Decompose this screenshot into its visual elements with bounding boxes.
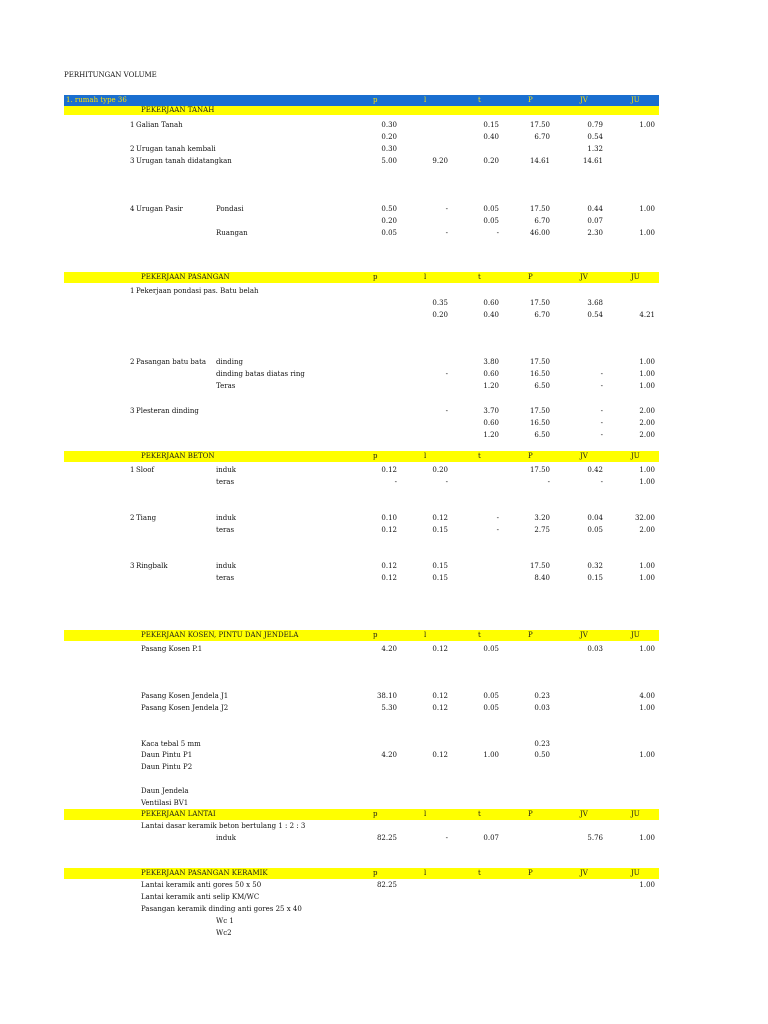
cell-jv: - [600, 431, 603, 439]
item-name: Daun Jendela [141, 787, 189, 795]
item-number: 2 [130, 358, 135, 366]
cell-t: 0.05 [483, 704, 499, 712]
section-title: PEKERJAAN BETON [141, 452, 215, 460]
cell-p: 17.50 [529, 299, 550, 307]
cell-jv: 14.61 [582, 157, 603, 165]
cell-ju: 1.00 [639, 382, 655, 390]
cell-t: 0.05 [483, 217, 499, 225]
cell-ju: 1.00 [639, 466, 655, 474]
cell-jv: 0.05 [587, 526, 603, 534]
cell-p: 2.75 [534, 526, 550, 534]
cell-l: 0.12 [432, 751, 448, 759]
cell-t: 0.60 [483, 370, 499, 378]
item-subname: induk [216, 834, 236, 842]
item-name: Urugan Pasir [136, 205, 183, 213]
cell-jv: 2.30 [587, 229, 603, 237]
cell-l: - [445, 407, 448, 415]
cell-t: - [496, 526, 499, 534]
cell-p: 0.50 [534, 751, 550, 759]
cell-ju: 1.00 [639, 574, 655, 582]
cell-p: 3.20 [534, 514, 550, 522]
column-header-p: P [528, 810, 533, 818]
cell-t: 0.15 [483, 121, 499, 129]
column-header-p: p [373, 96, 378, 104]
column-header-p: p [373, 452, 378, 460]
cell-ju: 2.00 [639, 407, 655, 415]
item-name: Lantai keramik anti gores 50 x 50 [141, 881, 262, 889]
cell-t: - [496, 514, 499, 522]
item-name: Tiang [136, 514, 157, 522]
item-name: Ringbalk [136, 562, 168, 570]
item-name: Daun Pintu P2 [141, 763, 193, 771]
cell-p: - [547, 478, 550, 486]
section-header-band-tanah [64, 95, 659, 106]
cell-ju: 1.00 [639, 645, 655, 653]
cell-p: 0.12 [381, 466, 397, 474]
item-name: Ventilasi BV1 [141, 799, 189, 807]
cell-l: - [445, 834, 448, 842]
cell-l: - [445, 229, 448, 237]
cell-p: 6.70 [534, 311, 550, 319]
item-number: 3 [130, 407, 135, 415]
cell-p: 5.30 [381, 704, 397, 712]
item-name: Kaca tebal 5 mm [141, 740, 201, 748]
section-prefix: 1. rumah type 36 [66, 96, 127, 104]
cell-ju: 1.00 [639, 121, 655, 129]
cell-l: 0.15 [432, 526, 448, 534]
item-name: Urugan tanah kembali [136, 145, 216, 153]
cell-p: 14.61 [529, 157, 550, 165]
cell-t: 0.07 [483, 834, 499, 842]
item-name: Galian Tanah [136, 121, 183, 129]
item-name: Lantai keramik anti selip KM/WC [141, 893, 260, 901]
cell-p: 4.20 [381, 645, 397, 653]
cell-jv: 5.76 [587, 834, 603, 842]
item-name: Pasang Kosen P.1 [141, 645, 203, 653]
cell-l: 0.12 [432, 514, 448, 522]
cell-jv: - [600, 419, 603, 427]
item-number: 2 [130, 145, 135, 153]
item-subname: Wc 1 [216, 917, 234, 925]
column-header-p: P [528, 452, 533, 460]
cell-t: 0.60 [483, 299, 499, 307]
cell-jv: - [600, 370, 603, 378]
column-header-ju: JU [631, 631, 640, 639]
cell-p: 16.50 [529, 370, 550, 378]
column-header-jv: JV [580, 273, 588, 281]
cell-t: 1.20 [483, 382, 499, 390]
cell-p: 0.23 [534, 692, 550, 700]
cell-jv: 0.07 [587, 217, 603, 225]
cell-l: - [445, 478, 448, 486]
cell-p: 0.12 [381, 562, 397, 570]
item-number: 4 [130, 205, 135, 213]
item-subname: Wc2 [216, 929, 232, 937]
cell-p: 0.20 [381, 133, 397, 141]
cell-jv: 0.54 [587, 133, 603, 141]
cell-t: 0.20 [483, 157, 499, 165]
cell-t: 0.05 [483, 692, 499, 700]
item-subname: teras [216, 478, 235, 486]
cell-p: 5.00 [381, 157, 397, 165]
cell-l: 9.20 [432, 157, 448, 165]
column-header-t: t [478, 631, 481, 639]
column-header-l: l [424, 869, 427, 877]
cell-p: 4.20 [381, 751, 397, 759]
item-subname: dinding batas diatas ring [216, 370, 305, 378]
item-number: 3 [130, 157, 135, 165]
cell-l: 0.35 [432, 299, 448, 307]
cell-ju: 1.00 [639, 370, 655, 378]
column-header-l: l [424, 273, 427, 281]
column-header-l: l [424, 810, 427, 818]
cell-t: 3.80 [483, 358, 499, 366]
cell-l: 0.12 [432, 692, 448, 700]
item-name: Daun Pintu P1 [141, 751, 193, 759]
cell-p: 6.70 [534, 133, 550, 141]
cell-p: 0.12 [381, 574, 397, 582]
cell-p: 0.23 [534, 740, 550, 748]
section-title: PEKERJAAN KOSEN, PINTU DAN JENDELA [141, 631, 299, 639]
item-subname: induk [216, 466, 236, 474]
cell-ju: 32.00 [634, 514, 655, 522]
item-subname: Pondasi [216, 205, 244, 213]
column-header-l: l [424, 631, 427, 639]
cell-l: 0.20 [432, 311, 448, 319]
cell-p: 82.25 [376, 834, 397, 842]
cell-p: 0.30 [381, 121, 397, 129]
section-title: PEKERJAAN PASANGAN KERAMIK [141, 869, 268, 877]
item-number: 1 [130, 121, 135, 129]
cell-ju: 1.00 [639, 205, 655, 213]
cell-p: 0.03 [534, 704, 550, 712]
column-header-jv: JV [580, 96, 588, 104]
cell-p: 6.50 [534, 431, 550, 439]
cell-p: 46.00 [529, 229, 550, 237]
cell-t: 1.20 [483, 431, 499, 439]
item-name: Sloof [136, 466, 155, 474]
item-subname: induk [216, 562, 236, 570]
cell-ju: 1.00 [639, 562, 655, 570]
cell-p: 17.50 [529, 562, 550, 570]
cell-t: 3.70 [483, 407, 499, 415]
column-header-t: t [478, 869, 481, 877]
cell-jv: - [600, 382, 603, 390]
cell-p: 82.25 [376, 881, 397, 889]
column-header-ju: JU [631, 869, 640, 877]
column-header-p: p [373, 273, 378, 281]
item-subname: Teras [216, 382, 236, 390]
column-header-ju: JU [631, 96, 640, 104]
cell-t: 0.40 [483, 311, 499, 319]
cell-l: 0.12 [432, 645, 448, 653]
item-name: Lantai dasar keramik beton bertulang 1 : 2 : 3 [141, 822, 306, 830]
cell-t: 0.60 [483, 419, 499, 427]
column-header-ju: JU [631, 273, 640, 281]
item-number: 1 [130, 466, 135, 474]
cell-jv: 0.42 [587, 466, 603, 474]
column-header-jv: JV [580, 869, 588, 877]
cell-jv: 0.32 [587, 562, 603, 570]
column-header-t: t [478, 273, 481, 281]
cell-jv: 0.15 [587, 574, 603, 582]
column-header-l: l [424, 96, 427, 104]
cell-p: 0.50 [381, 205, 397, 213]
column-header-t: t [478, 810, 481, 818]
column-header-ju: JU [631, 810, 640, 818]
item-subname: teras [216, 574, 235, 582]
column-header-ju: JU [631, 452, 640, 460]
cell-ju: 1.00 [639, 358, 655, 366]
item-name: Pasang Kosen Jendela J2 [141, 704, 229, 712]
cell-p: 16.50 [529, 419, 550, 427]
cell-ju: 1.00 [639, 751, 655, 759]
cell-ju: 1.00 [639, 834, 655, 842]
column-header-t: t [478, 96, 481, 104]
cell-l: 0.15 [432, 574, 448, 582]
cell-jv: 0.04 [587, 514, 603, 522]
cell-l: 0.12 [432, 704, 448, 712]
cell-p: 0.20 [381, 217, 397, 225]
cell-ju: 1.00 [639, 478, 655, 486]
item-subname: dinding [216, 358, 243, 366]
cell-p: 0.30 [381, 145, 397, 153]
cell-l: 0.20 [432, 466, 448, 474]
cell-p: 17.50 [529, 205, 550, 213]
cell-jv: 0.79 [587, 121, 603, 129]
item-number: 1 [130, 287, 135, 295]
cell-p: 0.05 [381, 229, 397, 237]
item-subname: Ruangan [216, 229, 248, 237]
column-header-p: P [528, 96, 533, 104]
cell-p: 0.12 [381, 526, 397, 534]
column-header-jv: JV [580, 631, 588, 639]
cell-ju: 4.00 [639, 692, 655, 700]
column-header-p: p [373, 810, 378, 818]
section-title: PEKERJAAN TANAH [141, 106, 215, 114]
cell-ju: 2.00 [639, 419, 655, 427]
item-name: Plesteran dinding [136, 407, 199, 415]
item-number: 3 [130, 562, 135, 570]
column-header-p: P [528, 869, 533, 877]
cell-p: 17.50 [529, 466, 550, 474]
cell-p: 38.10 [376, 692, 397, 700]
section-title: PEKERJAAN LANTAI [141, 810, 216, 818]
cell-t: - [496, 229, 499, 237]
cell-jv: - [600, 478, 603, 486]
column-header-t: t [478, 452, 481, 460]
cell-p: 8.40 [534, 574, 550, 582]
column-header-p: P [528, 273, 533, 281]
cell-t: 0.40 [483, 133, 499, 141]
cell-jv: 0.03 [587, 645, 603, 653]
cell-p: - [394, 478, 397, 486]
item-subname: teras [216, 526, 235, 534]
cell-t: 1.00 [483, 751, 499, 759]
cell-l: - [445, 370, 448, 378]
column-header-jv: JV [580, 810, 588, 818]
item-number: 2 [130, 514, 135, 522]
column-header-p: p [373, 631, 378, 639]
cell-ju: 2.00 [639, 526, 655, 534]
column-header-l: l [424, 452, 427, 460]
column-header-p: p [373, 869, 378, 877]
cell-jv: - [600, 407, 603, 415]
column-header-jv: JV [580, 452, 588, 460]
item-name: Pasang Kosen Jendela J1 [141, 692, 229, 700]
cell-p: 17.50 [529, 358, 550, 366]
cell-jv: 0.54 [587, 311, 603, 319]
cell-ju: 1.00 [639, 229, 655, 237]
cell-jv: 0.44 [587, 205, 603, 213]
cell-jv: 1.32 [587, 145, 603, 153]
page-title: PERHITUNGAN VOLUME [64, 71, 157, 79]
item-name: Urugan tanah didatangkan [136, 157, 232, 165]
cell-p: 17.50 [529, 121, 550, 129]
cell-l: - [445, 205, 448, 213]
item-name: Pasangan batu bata [136, 358, 207, 366]
cell-p: 0.10 [381, 514, 397, 522]
cell-p: 6.70 [534, 217, 550, 225]
cell-p: 6.50 [534, 382, 550, 390]
cell-ju: 1.00 [639, 881, 655, 889]
item-name: Pasangan keramik dinding anti gores 25 x 40 [141, 905, 302, 913]
cell-p: 17.50 [529, 407, 550, 415]
cell-ju: 2.00 [639, 431, 655, 439]
cell-t: 0.05 [483, 645, 499, 653]
cell-jv: 3.68 [587, 299, 603, 307]
section-title: PEKERJAAN PASANGAN [141, 273, 230, 281]
item-subname: induk [216, 514, 236, 522]
column-header-p: P [528, 631, 533, 639]
cell-t: 0.05 [483, 205, 499, 213]
cell-ju: 1.00 [639, 704, 655, 712]
item-name: Pekerjaan pondasi pas. Batu belah [136, 287, 259, 295]
cell-ju: 4.21 [639, 311, 655, 319]
cell-l: 0.15 [432, 562, 448, 570]
